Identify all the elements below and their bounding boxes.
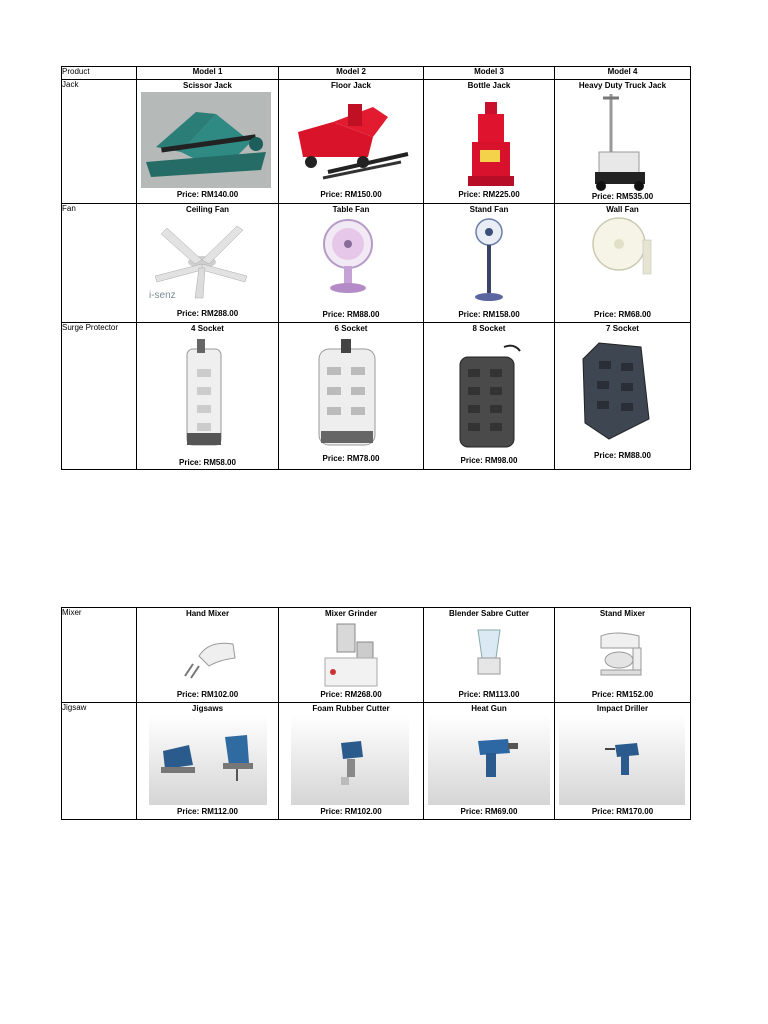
product-cell (137, 204, 279, 323)
category-label: Fan (62, 204, 137, 323)
bottle-jack-image (468, 102, 514, 186)
product-price: Price: RM152.00 (591, 690, 654, 699)
product-price: Price: RM158.00 (458, 310, 520, 319)
table-row-jack (62, 80, 691, 204)
product-cell (279, 323, 424, 470)
product-name: Foam Rubber Cutter (312, 704, 390, 713)
product-name: Ceiling Fan (185, 205, 230, 214)
product-cell (424, 703, 555, 820)
product-price: Price: RM112.00 (177, 807, 238, 816)
product-cell (137, 608, 279, 703)
wall-fan-image (589, 216, 653, 282)
product-price: Price: RM268.00 (320, 690, 382, 699)
product-price: Price: RM288.00 (176, 309, 239, 318)
product-cell (424, 323, 555, 470)
product-name: 4 Socket (191, 324, 224, 333)
table-fan-image (313, 218, 383, 294)
surge-protector-image (579, 339, 653, 441)
surge-protector-image (183, 339, 225, 449)
foam-cutter-image (291, 715, 409, 805)
product-cell (279, 608, 424, 703)
product-name: Blender Sabre Cutter (448, 609, 530, 618)
product-price: Price: RM88.00 (594, 451, 651, 460)
product-cell (279, 703, 424, 820)
product-price: Price: RM170.00 (591, 807, 654, 816)
header-row (62, 67, 691, 80)
heat-gun-image (428, 715, 550, 805)
product-name: Bottle Jack (467, 81, 511, 90)
product-price: Price: RM140.00 (176, 190, 239, 199)
impact-driller-image (559, 715, 685, 805)
product-cell (555, 323, 691, 470)
product-price: Price: RM69.00 (460, 807, 518, 816)
product-name: Scissor Jack (183, 81, 232, 90)
product-price: Price: RM78.00 (322, 454, 380, 463)
table-row-fan (62, 204, 691, 323)
header-model-4: Model 4 (555, 67, 691, 80)
category-label: Jigsaw (62, 703, 137, 820)
product-price: Price: RM88.00 (322, 310, 380, 319)
jigsaw-image (149, 715, 267, 805)
product-table-2 (61, 607, 691, 820)
surge-protector-image (454, 343, 524, 451)
category-label: Mixer (62, 608, 137, 703)
hand-mixer-image (179, 636, 239, 680)
product-price: Price: RM68.00 (594, 310, 651, 319)
category-label: Jack (62, 80, 137, 204)
category-label: Surge Protector (62, 323, 137, 470)
product-name: Hand Mixer (185, 609, 230, 618)
product-cell (555, 608, 691, 703)
product-name: Heat Gun (471, 704, 507, 713)
stand-fan-image (464, 218, 514, 304)
truck-jack-image (589, 92, 649, 192)
brand-logo: i-senz (149, 290, 176, 301)
product-cell (424, 204, 555, 323)
product-name: Stand Fan (469, 205, 509, 214)
table-row-mixer (62, 608, 691, 703)
product-price: Price: RM102.00 (320, 807, 382, 816)
product-price: Price: RM150.00 (320, 190, 382, 199)
product-cell (555, 80, 691, 204)
product-table-1 (61, 66, 691, 470)
product-name: 7 Socket (606, 324, 639, 333)
product-cell (555, 703, 691, 820)
product-price: Price: RM225.00 (458, 190, 520, 199)
product-name: Mixer Grinder (324, 609, 377, 618)
product-price: Price: RM102.00 (176, 690, 239, 699)
product-name: Stand Mixer (599, 609, 646, 618)
header-model-3: Model 3 (424, 67, 555, 80)
product-price: Price: RM98.00 (460, 456, 518, 465)
header-model-2: Model 2 (279, 67, 424, 80)
product-cell (279, 204, 424, 323)
product-name: 8 Socket (472, 324, 506, 333)
header-product: Product (62, 67, 137, 80)
product-price: Price: RM113.00 (458, 690, 520, 699)
header-model-1: Model 1 (137, 67, 279, 80)
blender-image (472, 628, 506, 676)
product-cell (137, 323, 279, 470)
product-name: Jigsaws (191, 704, 224, 713)
table-row-jigsaw (62, 703, 691, 820)
product-name: Wall Fan (606, 205, 639, 214)
product-cell (137, 703, 279, 820)
product-cell (424, 80, 555, 204)
scissor-jack-image (141, 92, 271, 188)
floor-jack-image (293, 102, 411, 182)
product-name: 6 Socket (334, 324, 368, 333)
product-cell (555, 204, 691, 323)
surge-protector-image (315, 339, 379, 449)
product-name: Heavy Duty Truck Jack (578, 81, 667, 90)
product-name: Impact Driller (596, 704, 649, 713)
stand-mixer-image (595, 630, 645, 676)
product-cell (424, 608, 555, 703)
product-name: Table Fan (332, 205, 370, 214)
product-price: Price: RM535.00 (591, 192, 654, 201)
product-name: Floor Jack (330, 81, 371, 90)
product-price: Price: RM58.00 (179, 458, 236, 467)
product-cell (279, 80, 424, 204)
table-row-surge-protector (62, 323, 691, 470)
product-cell (137, 80, 279, 204)
mixer-grinder-image (319, 622, 383, 688)
